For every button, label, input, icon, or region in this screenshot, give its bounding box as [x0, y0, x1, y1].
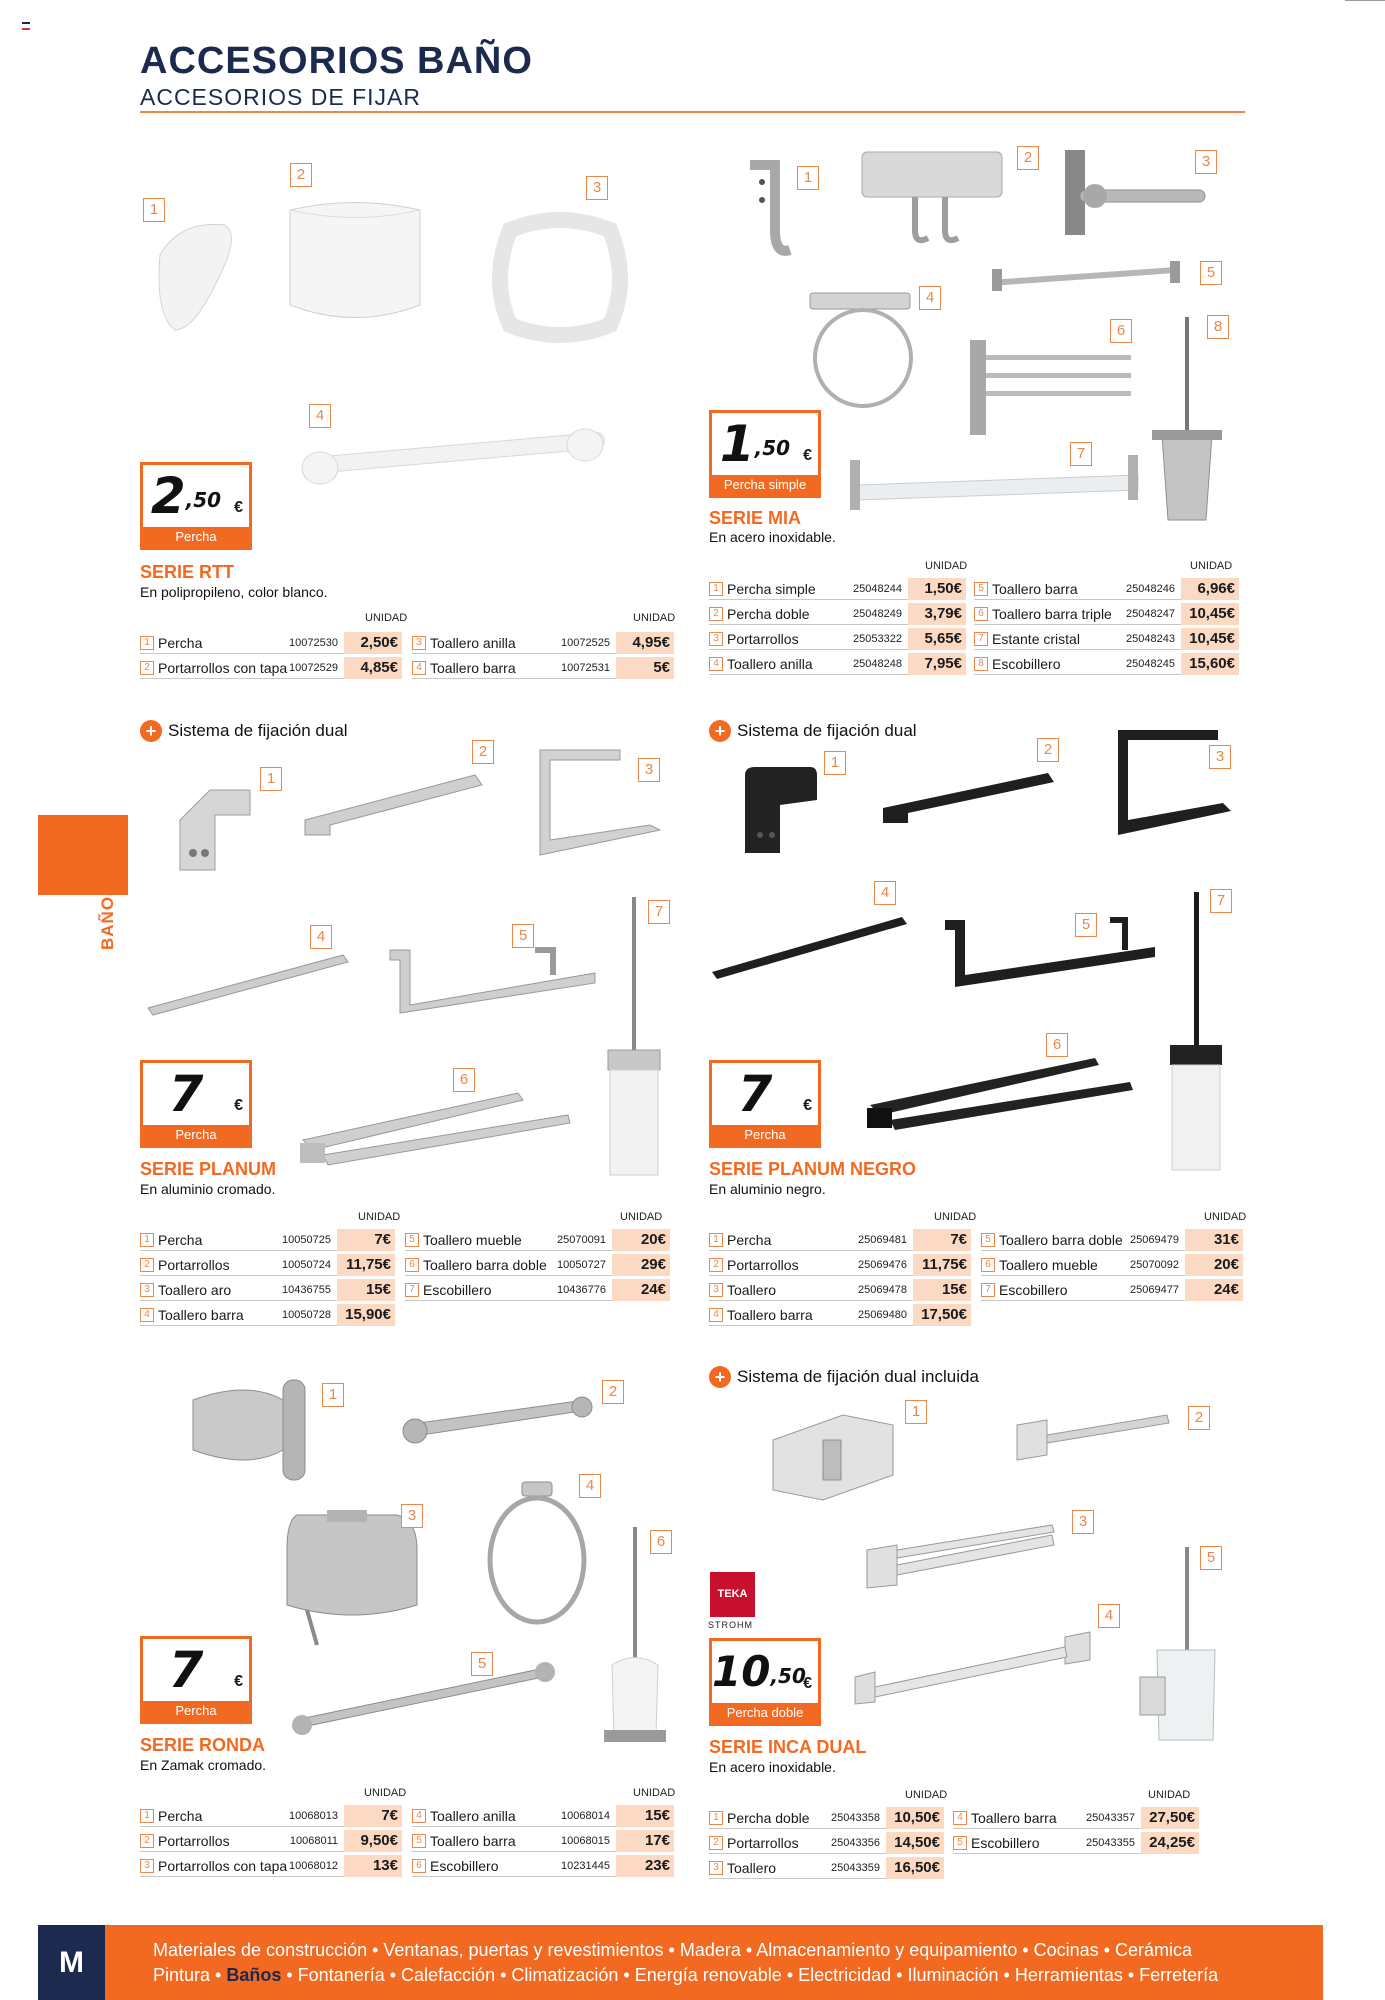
planum-negro-brush-holder-image [1160, 890, 1235, 1180]
rtt-series-description: En polipropileno, color blanco. [140, 584, 328, 600]
table-row: 5 Escobillero 25043355 24,25€ [953, 1832, 1199, 1854]
rtt-item-number: 1 [143, 198, 165, 222]
table-row: 5 Toallero barra doble 25069479 31€ [981, 1229, 1243, 1251]
table-row: 3 Portarrollos 25053322 5,65€ [709, 628, 966, 650]
planum-negro-roll-holder-image [878, 768, 1058, 828]
currency-symbol: € [234, 499, 243, 516]
plus-circle-icon: + [140, 720, 162, 742]
page-corner-rule [1345, 0, 1385, 1]
planum-negro-item-number: 2 [1037, 738, 1059, 762]
planum-hook-image [175, 785, 255, 880]
ronda-item-number: 5 [471, 1652, 493, 1676]
rtt-price-table [140, 612, 680, 682]
teka-brand-logo: TEKA [710, 1572, 755, 1617]
planum-negro-price-table [709, 1211, 1249, 1331]
table-row: 3 Portarrollos con tapa 10068012 13€ [140, 1855, 402, 1877]
table-row: 2 Portarrollos con tapa 10072529 4,85€ [140, 657, 402, 679]
table-row: 1 Percha 10072530 2,50€ [140, 632, 402, 654]
inca-item-number: 1 [905, 1400, 927, 1424]
inca-brush-holder-image [1135, 1545, 1225, 1745]
inca-item-number: 4 [1098, 1604, 1120, 1628]
table-row: 5 Toallero barra 25048246 6,96€ [974, 578, 1239, 600]
mia-item-number: 2 [1017, 146, 1039, 170]
rtt-item-number: 4 [309, 404, 331, 428]
table-row: 6 Toallero barra doble 10050727 29€ [405, 1254, 670, 1276]
ronda-series-name: SERIE RONDA [140, 1735, 266, 1755]
mia-item-number: 8 [1207, 315, 1229, 339]
mia-item-number: 4 [919, 286, 941, 310]
rtt-series-name: SERIE RTT [140, 562, 235, 582]
ronda-towel-ring-image [482, 1480, 592, 1630]
price-value: $1^{,50}$ [719, 415, 791, 473]
planum-item-number: 5 [512, 924, 534, 948]
price-value: 7 [168, 1641, 204, 1699]
planum-negro-dual-fixing-note: + Sistema de fijación dual [709, 720, 917, 742]
ronda-brush-holder-image [600, 1525, 670, 1750]
table-row: 7 Escobillero 25069477 24€ [981, 1279, 1243, 1301]
planum-negro-towel-bar-image [707, 912, 912, 982]
inca-item-number: 3 [1072, 1510, 1094, 1534]
price-tag-label: Percha [143, 1125, 249, 1145]
planum-negro-hook-image [735, 765, 820, 860]
mia-double-hook-image [860, 150, 1005, 250]
planum-cabinet-towel-bar-image [385, 945, 600, 1015]
planum-negro-price-tag [709, 1060, 821, 1148]
mia-glass-shelf-image [848, 455, 1148, 525]
planum-series-name: SERIE PLANUM [140, 1159, 277, 1179]
title-divider [140, 111, 1245, 113]
inca-price-table [709, 1789, 1249, 1889]
table-row: 7 Escobillero 10436776 24€ [405, 1279, 670, 1301]
plus-circle-icon: + [709, 720, 731, 742]
table-row: 7 Estante cristal 25048243 10,45€ [974, 628, 1239, 650]
planum-item-number: 7 [648, 900, 670, 924]
page-title: ACCESORIOS BAÑO [140, 40, 533, 82]
table-row: 4 Toallero anilla 10068014 15€ [412, 1805, 674, 1827]
price-tag-label: Percha doble [712, 1703, 818, 1723]
currency-symbol: € [803, 1675, 812, 1692]
ronda-hook-image [188, 1375, 313, 1485]
table-row: 4 Toallero barra 10072531 5€ [412, 657, 674, 679]
rtt-hook-image [150, 215, 245, 340]
planum-negro-towel-ring-image [1093, 725, 1238, 840]
planum-item-number: 1 [260, 767, 282, 791]
rtt-roll-holder-image [280, 195, 430, 335]
inca-dual-fixing-note: + Sistema de fijación dual incluida [709, 1366, 979, 1388]
unidad-header: UNIDAD [905, 1789, 948, 1801]
ronda-roll-holder-image [400, 1395, 600, 1450]
mia-hook-image [745, 160, 795, 260]
mia-item-number: 5 [1200, 261, 1222, 285]
currency-symbol: € [803, 1097, 812, 1114]
table-row: 8 Escobillero 25048245 15,60€ [974, 653, 1239, 675]
table-row: 6 Escobillero 10231445 23€ [412, 1855, 674, 1877]
planum-negro-series-name: SERIE PLANUM NEGRO [709, 1159, 917, 1179]
rtt-item-number: 2 [290, 163, 312, 187]
unidad-header: UNIDAD [358, 1211, 401, 1223]
table-row: 4 Toallero barra 10050728 15,90€ [140, 1304, 395, 1326]
inca-double-hook-image [768, 1410, 898, 1505]
mia-price-table [709, 560, 1249, 680]
section-side-label: BAÑOS [98, 883, 117, 950]
table-row: 1 Percha doble 25043358 10,50€ [709, 1807, 944, 1829]
table-row: 4 Toallero barra 25069480 17,50€ [709, 1304, 971, 1326]
table-row: 1 Percha 10068013 7€ [140, 1805, 402, 1827]
table-row: 1 Percha simple 25048244 1,50€ [709, 578, 966, 600]
planum-negro-item-number: 4 [874, 881, 896, 905]
planum-double-bar-image [298, 1085, 573, 1170]
price-value: 7 [737, 1065, 773, 1123]
unidad-header: UNIDAD [633, 1787, 676, 1799]
table-row: 3 Toallero 25043359 16,50€ [709, 1857, 944, 1879]
page-corner-mark [22, 22, 30, 30]
table-row: 3 Toallero 25069478 15€ [709, 1279, 971, 1301]
table-row: 5 Toallero mueble 25070091 20€ [405, 1229, 670, 1251]
ronda-item-number: 1 [322, 1383, 344, 1407]
table-row: 6 Toallero mueble 25070092 20€ [981, 1254, 1243, 1276]
mia-item-number: 6 [1110, 319, 1132, 343]
planum-negro-cabinet-bar-image [865, 1050, 1135, 1135]
price-tag-label: Percha [143, 1701, 249, 1721]
planum-price-tag [140, 1060, 252, 1148]
planum-item-number: 2 [472, 740, 494, 764]
inca-series-description: En acero inoxidable. [709, 1759, 836, 1775]
planum-negro-item-number: 3 [1209, 745, 1231, 769]
price-value: $10^{,50}$ [712, 1647, 806, 1696]
table-row: 2 Portarrollos 25043356 14,50€ [709, 1832, 944, 1854]
ronda-item-number: 2 [602, 1380, 624, 1404]
planum-item-number: 3 [638, 758, 660, 782]
planum-negro-series-description: En aluminio negro. [709, 1181, 826, 1197]
rtt-bar-image [300, 420, 610, 490]
mia-price-tag [709, 410, 821, 498]
mia-item-number: 1 [797, 166, 819, 190]
price-value: $2^{,50}$ [150, 467, 222, 525]
unidad-header: UNIDAD [925, 560, 968, 572]
ronda-lidded-roll-holder-image [277, 1510, 427, 1650]
unidad-header: UNIDAD [1190, 560, 1233, 572]
planum-price-table [140, 1211, 680, 1331]
unidad-header: UNIDAD [1204, 1211, 1247, 1223]
inca-item-number: 2 [1188, 1406, 1210, 1430]
ronda-item-number: 4 [579, 1474, 601, 1498]
unidad-header: UNIDAD [1148, 1789, 1191, 1801]
currency-symbol: € [803, 447, 812, 464]
footer-categories-line-1[interactable]: Materiales de construcción • Ventanas, puertas y revestimientos • Madera • Almacenamiento y equipamiento • Cocinas • Cerámica [153, 1940, 1193, 1960]
unidad-header: UNIDAD [620, 1211, 663, 1223]
ronda-towel-bar-image [290, 1660, 560, 1740]
ronda-item-number: 6 [650, 1530, 672, 1554]
table-row: 2 Portarrollos 25069476 11,75€ [709, 1254, 971, 1276]
mia-towel-bar-image [990, 255, 1190, 305]
planum-negro-item-number: 5 [1075, 913, 1097, 937]
mia-brush-holder-image [1150, 315, 1225, 525]
currency-symbol: € [234, 1673, 243, 1690]
planum-towel-bar-image [143, 950, 353, 1020]
inca-price-tag [709, 1638, 821, 1726]
price-tag-label: Percha simple [712, 475, 818, 495]
unidad-header: UNIDAD [364, 1787, 407, 1799]
table-row: 3 Toallero aro 10436755 15€ [140, 1279, 395, 1301]
mia-triple-bar-image [968, 335, 1133, 440]
footer-categories-line-2[interactable]: Pintura • Baños • Fontanería • Calefacción • Climatización • Energía renovable • Electricidad • Iluminación • Herramientas • Ferretería [153, 1965, 1219, 1985]
ronda-price-table [140, 1787, 680, 1887]
mia-roll-holder-image [1060, 150, 1210, 240]
ronda-item-number: 3 [401, 1504, 423, 1528]
unidad-header: UNIDAD [633, 612, 676, 624]
planum-negro-item-number: 6 [1046, 1033, 1068, 1057]
table-row: 2 Portarrollos 10050724 11,75€ [140, 1254, 395, 1276]
brand-logo: M [38, 1925, 105, 2000]
table-row: 2 Percha doble 25048249 3,79€ [709, 603, 966, 625]
ronda-series-description: En Zamak cromado. [140, 1757, 267, 1773]
table-row: 5 Toallero barra 10068015 17€ [412, 1830, 674, 1852]
table-row: 2 Portarrollos 10068011 9,50€ [140, 1830, 402, 1852]
price-tag-label: Percha [143, 527, 249, 547]
rtt-item-number: 3 [586, 176, 608, 200]
footer-category-bar [38, 1925, 1323, 2000]
table-row: 3 Toallero anilla 10072525 4,95€ [412, 632, 674, 654]
unidad-header: UNIDAD [365, 612, 408, 624]
page-subtitle: ACCESORIOS DE FIJAR [140, 84, 421, 110]
mia-item-number: 3 [1195, 150, 1217, 174]
unidad-header: UNIDAD [934, 1211, 977, 1223]
planum-dual-fixing-note: + Sistema de fijación dual [140, 720, 348, 742]
planum-brush-holder-image [598, 895, 673, 1185]
mia-series-name: SERIE MIA [709, 508, 802, 528]
plus-circle-icon: + [709, 1366, 731, 1388]
table-row: 4 Toallero anilla 25048248 7,95€ [709, 653, 966, 675]
planum-series-description: En aluminio cromado. [140, 1181, 276, 1197]
inca-series-name: SERIE INCA DUAL [709, 1737, 867, 1757]
strohm-brand-label: STROHM [708, 1620, 753, 1630]
rtt-price-tag [140, 462, 252, 550]
planum-negro-double-bar-image [940, 915, 1160, 990]
mia-towel-ring-image [808, 288, 918, 418]
planum-item-number: 4 [310, 925, 332, 949]
inca-item-number: 5 [1200, 1546, 1222, 1570]
ronda-price-tag [140, 1636, 252, 1724]
mia-series-description: En acero inoxidable. [709, 529, 836, 545]
inca-towel-bar-image [850, 1632, 1095, 1707]
price-tag-label: Percha [712, 1125, 818, 1145]
planum-negro-item-number: 1 [824, 751, 846, 775]
rtt-ring-image [480, 210, 635, 350]
planum-item-number: 6 [453, 1068, 475, 1092]
table-row: 4 Toallero barra 25043357 27,50€ [953, 1807, 1199, 1829]
table-row: 1 Percha 10050725 7€ [140, 1229, 395, 1251]
mia-item-number: 7 [1070, 442, 1092, 466]
inca-towel-holder-image [862, 1520, 1062, 1590]
inca-roll-holder-image [1012, 1410, 1172, 1465]
footer-current-category: Baños [226, 1965, 282, 1985]
currency-symbol: € [234, 1097, 243, 1114]
price-value: 7 [168, 1065, 204, 1123]
planum-roll-holder-image [300, 770, 485, 840]
table-row: 1 Percha 25069481 7€ [709, 1229, 971, 1251]
table-row: 6 Toallero barra triple 25048247 10,45€ [974, 603, 1239, 625]
planum-negro-item-number: 7 [1210, 889, 1232, 913]
